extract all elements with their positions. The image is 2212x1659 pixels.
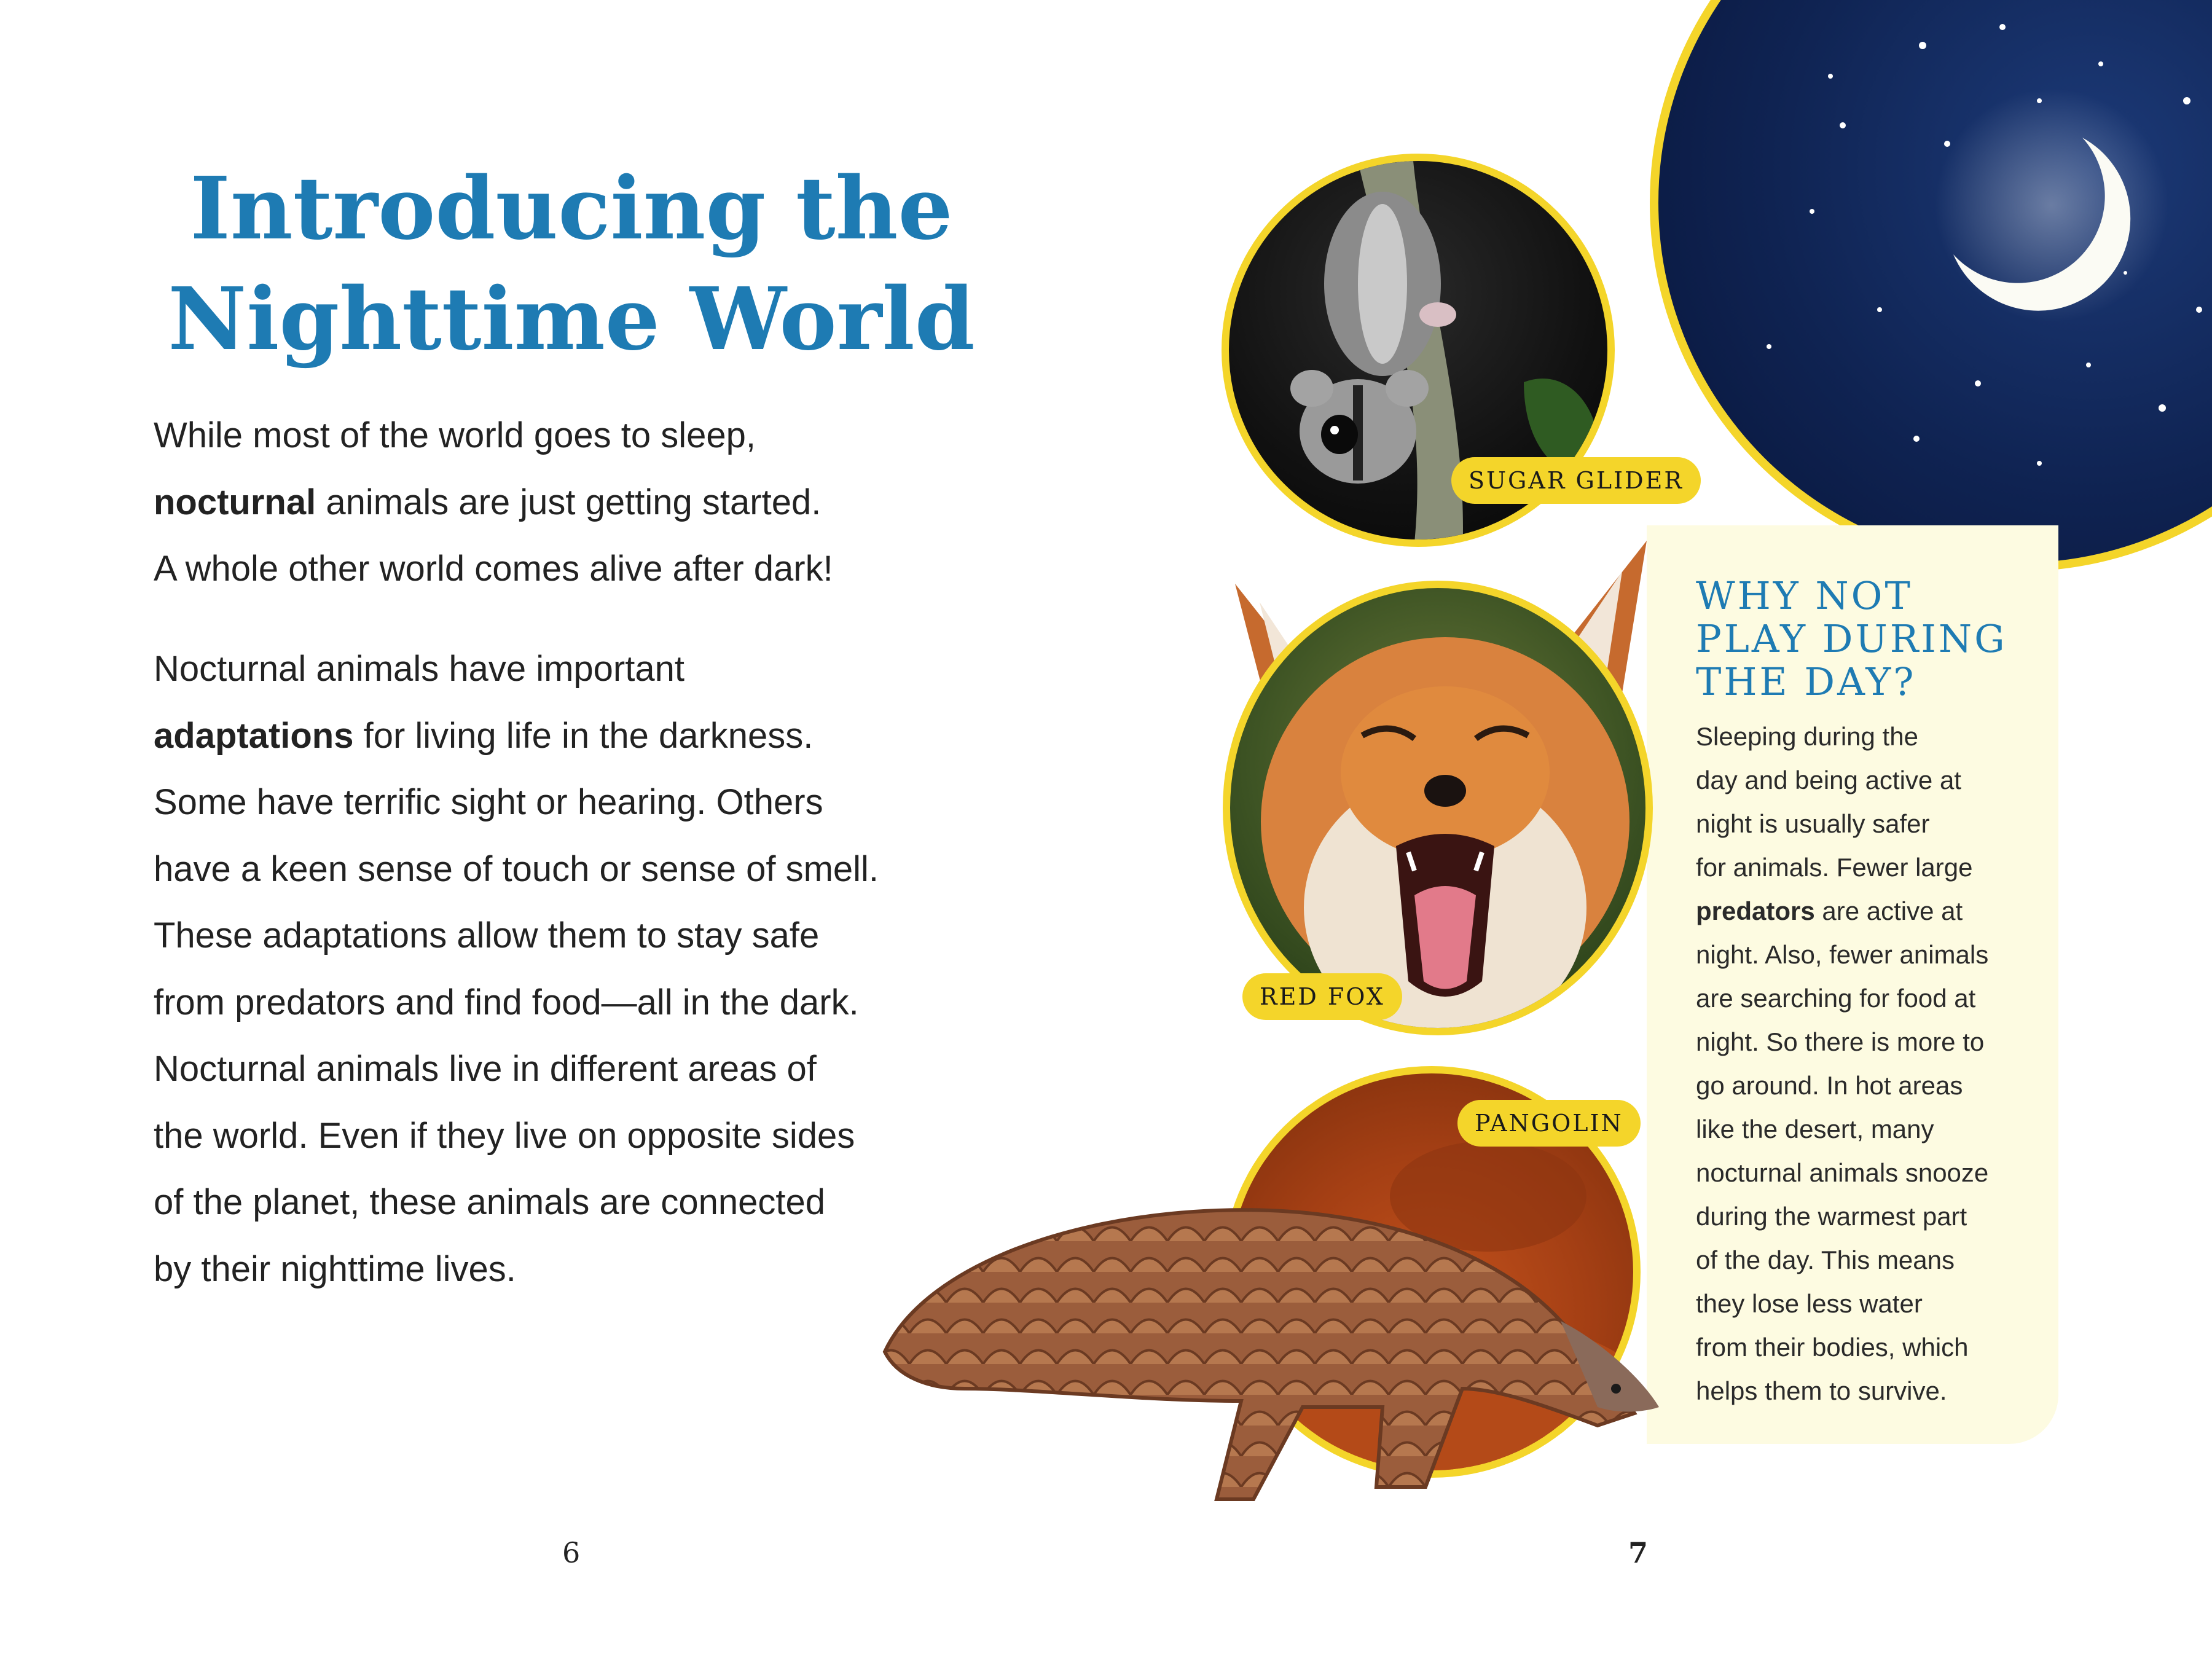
red-fox-illustration (1230, 588, 1653, 1035)
adapt-line-1: Nocturnal animals have important (154, 649, 684, 689)
moon-and-stars (1658, 0, 2212, 571)
sidebar-line: from their bodies, which (1696, 1333, 1969, 1362)
adapt-line-6: from predators and find food—all in the dark. (154, 982, 859, 1022)
sidebar-line: like the desert, many (1696, 1115, 1934, 1143)
sidebar-line (1696, 889, 2034, 933)
adapt-line-10: by their nighttime lives. (154, 1249, 516, 1289)
sidebar-line: of the day. This means (1696, 1245, 1955, 1274)
adapt-line-8: the world. Even if they live on opposite sides (154, 1115, 855, 1156)
sidebar-line: helps them to survive. (1696, 1376, 1947, 1405)
sidebar-title-line-1: WHY NOT (1696, 573, 1913, 618)
adapt-line-7: Nocturnal animals live in different areas of (154, 1049, 817, 1089)
sugar-glider-label: SUGAR GLIDER (1451, 457, 1701, 504)
sidebar-title (1696, 575, 2034, 704)
sidebar-title-line-2: PLAY DURING (1696, 616, 2007, 661)
term-predators: predators (1696, 896, 1815, 925)
pangolin-illustration (873, 1118, 1684, 1548)
intro-line-1: While most of the world goes to sleep, (154, 415, 756, 455)
adapt-line-2 (154, 703, 1014, 770)
sidebar-line: are searching for food at (1696, 984, 1976, 1013)
adapt-line-3: Some have terrific sight or hearing. Others (154, 782, 823, 822)
page-number-left: 6 (562, 1536, 581, 1569)
sidebar-line: night. So there is more to (1696, 1027, 1985, 1056)
sidebar-line: go around. In hot areas (1696, 1071, 1963, 1100)
sidebar-line: nocturnal animals snooze (1696, 1158, 1989, 1187)
red-fox-photo (1223, 581, 1653, 1035)
title-line-2: Nighttime World (168, 269, 975, 370)
page-title (147, 154, 995, 375)
sidebar-line: Sleeping during the (1696, 722, 1918, 751)
term-nocturnal: nocturnal (154, 482, 316, 522)
sidebar-line: night is usually safer (1696, 809, 1930, 838)
title-line-1: Introducing the (190, 159, 953, 259)
sidebar-line: day and being active at (1696, 766, 1961, 794)
page-number-right: 7 (1628, 1536, 1649, 1569)
adapt-line-5: These adaptations allow them to stay safe (154, 916, 820, 955)
red-fox-label: RED FOX (1242, 973, 1402, 1020)
sidebar-line: night. Also, fewer animals (1696, 940, 1989, 969)
adapt-line-9: of the planet, these animals are connected (154, 1182, 826, 1222)
sidebar-line: during the warmest part (1696, 1202, 1967, 1231)
intro-line-2 (154, 469, 1014, 536)
intro-paragraph (154, 402, 1014, 603)
sidebar-title-line-3: THE DAY? (1696, 659, 1916, 704)
adapt-line-2-rest: for living life in the darkness. (353, 715, 814, 756)
term-adaptations: adaptations (154, 715, 354, 756)
sidebar-line: for animals. Fewer large (1696, 853, 1973, 882)
sidebar-line-rest: are active at (1814, 896, 1963, 925)
night-sky-image (1650, 0, 2212, 571)
sidebar-box (1647, 525, 2058, 1444)
sidebar-text (1696, 715, 2034, 1413)
sidebar-line: they lose less water (1696, 1289, 1923, 1318)
adapt-line-4: have a keen sense of touch or sense of smell. (154, 849, 879, 889)
intro-line-3: A whole other world comes alive after dark! (154, 549, 833, 589)
pangolin-label: PANGOLIN (1457, 1100, 1641, 1147)
intro-line-2-rest: animals are just getting started. (316, 482, 822, 522)
pangolin-figure (873, 1118, 1684, 1548)
